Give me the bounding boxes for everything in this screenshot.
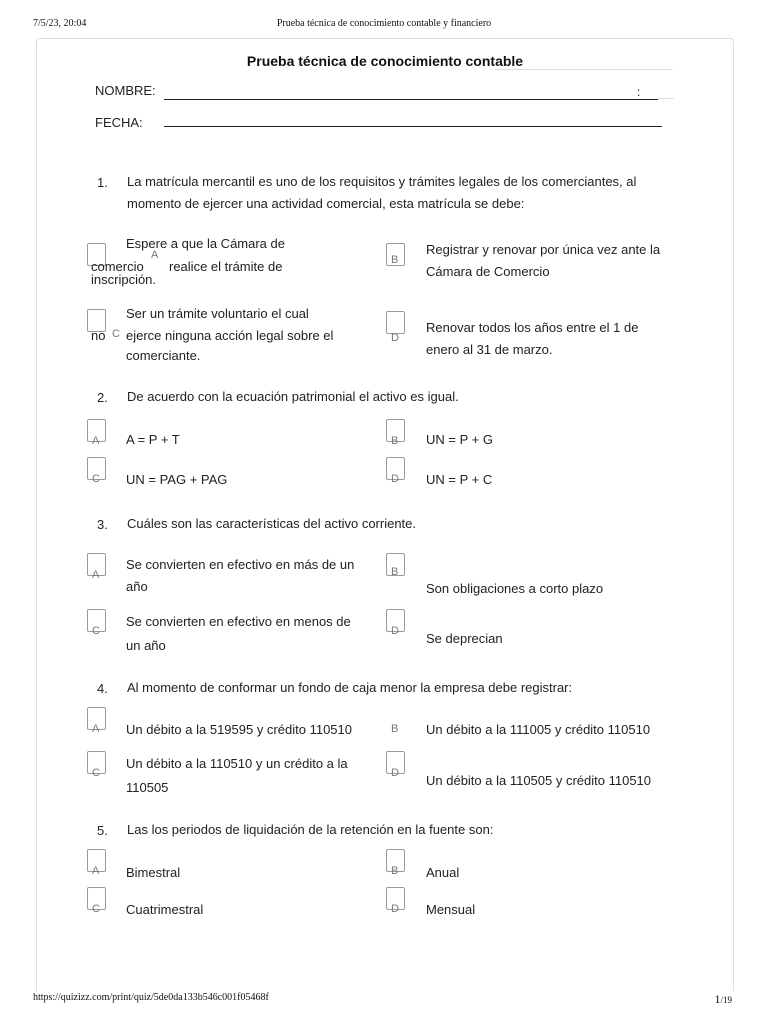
question-number: 3. bbox=[97, 517, 108, 532]
date-label: FECHA: bbox=[95, 115, 143, 130]
option-text: A = P + T bbox=[126, 432, 180, 447]
option-letter: D bbox=[391, 767, 399, 779]
question-number: 5. bbox=[97, 823, 108, 838]
option-text: Espere a que la Cámara de bbox=[126, 236, 285, 251]
option-text: Cámara de Comercio bbox=[426, 264, 550, 279]
option-text: inscripción. bbox=[91, 272, 157, 287]
title-rule bbox=[495, 69, 673, 70]
option-letter: C bbox=[112, 328, 120, 340]
page-number bbox=[714, 992, 732, 1007]
option-letter: A bbox=[92, 569, 100, 581]
option-text: Un débito a la 111005 y crédito 110510 bbox=[426, 722, 651, 737]
option-text: año bbox=[126, 579, 148, 594]
option-text: Se convierten en efectivo en menos de bbox=[126, 614, 351, 629]
option-text: 110505 bbox=[126, 780, 169, 795]
option-letter: B bbox=[391, 566, 399, 578]
date-field[interactable] bbox=[164, 126, 662, 127]
option-letter: A bbox=[92, 435, 100, 447]
question-number: 4. bbox=[97, 681, 108, 696]
option-letter: A bbox=[92, 865, 100, 877]
page-total: /19 bbox=[720, 995, 732, 1005]
option-text: UN = P + G bbox=[426, 432, 493, 447]
question-text: De acuerdo con la ecuación patrimonial el activo es igual. bbox=[127, 389, 459, 404]
option-text: comerciante. bbox=[126, 348, 201, 363]
name-label: NOMBRE: bbox=[95, 83, 156, 98]
option-letter: C bbox=[92, 625, 100, 637]
option-text: un año bbox=[126, 638, 166, 653]
name-tail-rule bbox=[658, 98, 674, 99]
option-letter: C bbox=[92, 767, 100, 779]
name-colon: : bbox=[637, 85, 641, 99]
print-footer bbox=[0, 992, 768, 1006]
option-letter: A bbox=[92, 723, 100, 735]
question-text: Cuáles son las características del activo corriente. bbox=[127, 516, 417, 531]
print-title: Prueba técnica de conocimiento contable y financiero bbox=[276, 18, 492, 29]
option-letter: C bbox=[92, 473, 100, 485]
option-letter: D bbox=[391, 332, 399, 344]
option-text: comercio bbox=[91, 259, 144, 274]
question-text: Al momento de conformar un fondo de caja menor la empresa debe registrar: bbox=[127, 680, 573, 695]
page-title: Prueba técnica de conocimiento contable bbox=[246, 53, 524, 69]
option-letter: B bbox=[391, 435, 399, 447]
option-letter: D bbox=[391, 473, 399, 485]
option-text: UN = PAG + PAG bbox=[126, 472, 228, 487]
question-text: La matrícula mercantil es uno de los requisitos y trámites legales de los comerciantes, al momento de ejercer una actividad comercial, esta matrícula se debe: bbox=[127, 174, 637, 211]
option-text: Renovar todos los años entre el 1 de bbox=[426, 320, 639, 335]
option-text: Un débito a la 110510 y un crédito a la bbox=[126, 756, 348, 771]
option-text: Ser un trámite voluntario el cual bbox=[126, 306, 309, 321]
option-text: enero al 31 de marzo. bbox=[426, 342, 553, 357]
print-date: 7/5/23, 20:04 bbox=[33, 18, 87, 29]
option-letter: D bbox=[391, 625, 399, 637]
question-number: 2. bbox=[97, 390, 108, 405]
option-text: Bimestral bbox=[126, 865, 181, 880]
option-letter: D bbox=[391, 903, 399, 915]
option-text: Un débito a la 110505 y crédito 110510 bbox=[426, 773, 652, 788]
option-text: Registrar y renovar por única vez ante la bbox=[426, 242, 661, 257]
option-checkbox[interactable] bbox=[386, 311, 405, 334]
name-field[interactable] bbox=[164, 99, 658, 100]
option-letter: C bbox=[92, 903, 100, 915]
option-letter: B bbox=[391, 254, 399, 266]
option-text: no bbox=[91, 328, 106, 343]
question-number: 1. bbox=[97, 175, 108, 190]
option-letter: A bbox=[151, 249, 159, 261]
option-text: ejerce ninguna acción legal sobre el bbox=[126, 328, 334, 343]
quiz-sheet bbox=[36, 38, 734, 991]
page-current: 1 bbox=[714, 992, 721, 1006]
option-text: Son obligaciones a corto plazo bbox=[426, 581, 604, 596]
option-text: Un débito a la 519595 y crédito 110510 bbox=[126, 722, 352, 737]
print-header bbox=[0, 18, 768, 32]
print-url: https://quizizz.com/print/quiz/5de0da133b546c001f05468f bbox=[33, 992, 269, 1003]
question-text: Las los periodos de liquidación de la retención en la fuente son: bbox=[127, 822, 494, 837]
option-text: Anual bbox=[426, 865, 460, 880]
option-letter: B bbox=[391, 723, 399, 735]
option-text: UN = P + C bbox=[426, 472, 493, 487]
option-letter: B bbox=[391, 865, 399, 877]
option-text: Se convierten en efectivo en más de un bbox=[126, 557, 355, 572]
option-text: Mensual bbox=[426, 902, 476, 917]
option-text: Se deprecian bbox=[426, 631, 503, 646]
option-text: realice el trámite de bbox=[169, 259, 283, 274]
option-text: Cuatrimestral bbox=[126, 902, 204, 917]
